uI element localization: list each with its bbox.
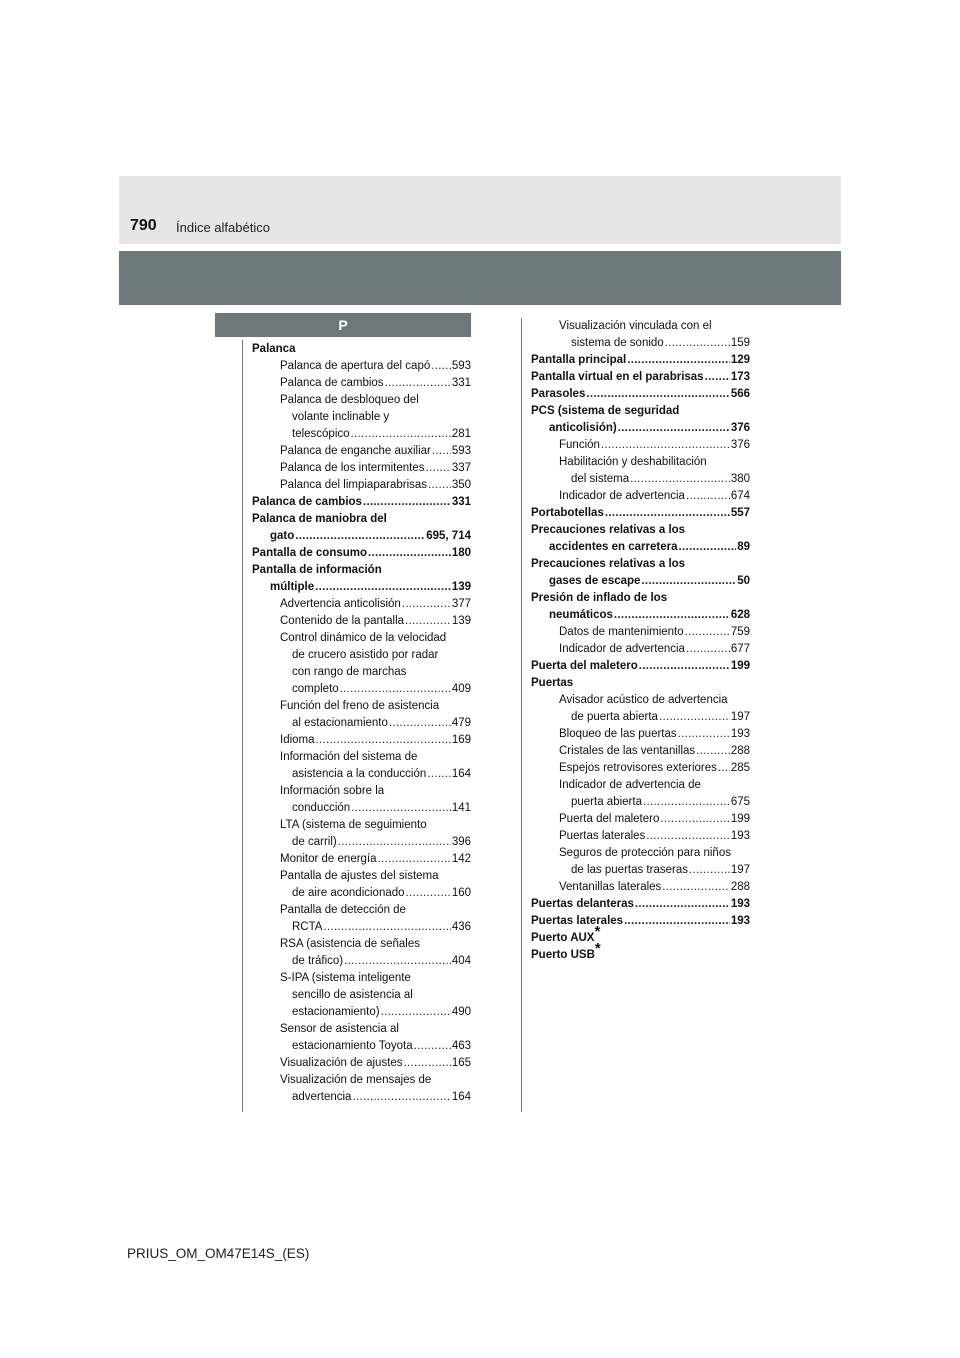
- dot-leader: [635, 896, 730, 913]
- index-entry: [531, 658, 750, 675]
- index-entry-page: 193: [730, 830, 750, 842]
- index-entry-page: 677: [730, 643, 750, 655]
- index-entry: [252, 919, 471, 936]
- index-entry: [252, 1072, 471, 1089]
- index-entry-term: puerta abierta: [571, 796, 642, 808]
- index-entry-page: 288: [730, 745, 750, 757]
- index-entry-term: asistencia a la conducción: [292, 768, 427, 780]
- dark-band: [119, 251, 841, 305]
- index-entry-term: Puertas laterales: [559, 830, 646, 842]
- index-entry-page: 193: [730, 898, 750, 910]
- index-entry-term: Visualización de ajustes: [280, 1057, 403, 1069]
- index-entry-term: Palanca de cambios: [252, 496, 362, 508]
- index-entry: [252, 596, 471, 613]
- index-entry-page: 377: [451, 598, 471, 610]
- index-entry-page: 173: [730, 371, 750, 383]
- index-entry: [531, 590, 750, 607]
- index-entry-term: Precauciones relativas a los: [531, 558, 686, 570]
- dot-leader: [586, 386, 729, 403]
- index-entry-page: 593: [451, 445, 471, 457]
- index-entry-term: de aire acondicionado: [292, 887, 405, 899]
- index-entry-term: gato: [270, 530, 295, 542]
- dot-leader: [662, 879, 730, 896]
- index-letter-heading: [215, 313, 471, 337]
- index-entry-term: Advertencia anticolisión: [280, 598, 401, 610]
- index-entry: [531, 454, 750, 471]
- index-entry: [252, 562, 471, 579]
- index-entry: [252, 783, 471, 800]
- index-entry-term: Indicador de advertencia: [559, 643, 685, 655]
- index-entry-term: Sensor de asistencia al: [280, 1023, 399, 1035]
- index-entry-term: accidentes en carretera: [549, 541, 678, 553]
- dot-leader: [402, 596, 451, 613]
- index-entry: [531, 777, 750, 794]
- index-entry-term: Palanca del limpiaparabrisas: [280, 479, 428, 491]
- index-entry: [531, 845, 750, 862]
- index-entry: [252, 885, 471, 902]
- index-entry: [531, 505, 750, 522]
- index-entry-term: Parasoles: [531, 388, 586, 400]
- index-entry: [252, 1055, 471, 1072]
- index-entry: [252, 1004, 471, 1021]
- index-entry-page: 160: [451, 887, 471, 899]
- index-entry: [252, 970, 471, 987]
- index-entry-term: LTA (sistema de seguimiento: [280, 819, 427, 831]
- index-entry-term: Palanca de los intermitentes: [280, 462, 425, 474]
- index-entry-page: 199: [730, 660, 750, 672]
- dot-leader: [427, 766, 451, 783]
- index-entry: [252, 953, 471, 970]
- index-entry-page: 164: [451, 1091, 471, 1103]
- index-entry-page: 164: [451, 768, 471, 780]
- index-entry-term: sistema de sonido: [571, 337, 664, 349]
- dot-leader: [627, 352, 730, 369]
- dot-leader: [425, 460, 450, 477]
- dot-leader: [406, 885, 451, 902]
- index-column-left: [252, 341, 471, 1106]
- index-entry-term: RCTA: [292, 921, 323, 933]
- dot-leader: [643, 794, 730, 811]
- dot-leader: [432, 443, 451, 460]
- index-entry: [531, 675, 750, 692]
- index-entry: [531, 607, 750, 624]
- dot-leader: [378, 851, 451, 868]
- index-entry-term: Palanca de apertura del capó: [280, 360, 431, 372]
- index-entry-term: Monitor de energía: [280, 853, 377, 865]
- index-entry: [531, 488, 750, 505]
- index-entry-page: 165: [451, 1057, 471, 1069]
- index-entry-page: 197: [730, 864, 750, 876]
- index-entry-term: Visualización vinculada con el: [559, 320, 712, 332]
- index-entry: [252, 375, 471, 392]
- index-entry-term: Indicador de advertencia de: [559, 779, 701, 791]
- index-entry-term: de carril): [292, 836, 337, 848]
- dot-leader: [431, 358, 451, 375]
- index-entry-term: Información del sistema de: [280, 751, 418, 763]
- footnote-marker: *: [594, 923, 601, 941]
- index-entry-term: Puertas delanteras: [531, 898, 634, 910]
- index-entry-term: telescópico: [292, 428, 350, 440]
- index-entry: [531, 743, 750, 760]
- index-entry-page: 490: [451, 1006, 471, 1018]
- index-entry: [531, 573, 750, 590]
- index-column-right: [531, 318, 750, 964]
- index-entry: [252, 341, 471, 358]
- index-entry: [252, 902, 471, 919]
- index-entry-page: 628: [730, 609, 750, 621]
- index-entry: [531, 624, 750, 641]
- index-entry: [531, 369, 750, 386]
- index-entry: [531, 692, 750, 709]
- index-entry-page: 281: [451, 428, 471, 440]
- index-entry: [252, 477, 471, 494]
- dot-leader: [601, 437, 730, 454]
- index-entry-term: estacionamiento Toyota: [292, 1040, 413, 1052]
- index-entry-page: 288: [730, 881, 750, 893]
- dot-leader: [428, 477, 451, 494]
- dot-leader: [405, 613, 451, 630]
- dot-leader: [605, 505, 730, 522]
- index-entry-term: con rango de marchas: [292, 666, 407, 678]
- dot-leader: [630, 471, 730, 488]
- section-title: Índice alfabético: [176, 220, 270, 235]
- index-entry-term: Pantalla virtual en el parabrisas: [531, 371, 704, 383]
- index-entry: [531, 940, 750, 964]
- index-entry-term: Puerta del maletero: [531, 660, 638, 672]
- index-entry-term: Palanca de desbloqueo del: [280, 394, 419, 406]
- index-entry: [252, 698, 471, 715]
- index-entry-page: 331: [451, 377, 471, 389]
- index-entry: [531, 556, 750, 573]
- index-entry: [531, 352, 750, 369]
- dot-leader: [618, 420, 730, 437]
- index-entry-term: RSA (asistencia de señales: [280, 938, 420, 950]
- index-entry: [252, 358, 471, 375]
- dot-leader: [352, 1089, 450, 1106]
- index-entry-term: gases de escape: [549, 575, 641, 587]
- index-entry: [252, 630, 471, 647]
- index-entry-page: 436: [451, 921, 471, 933]
- index-entry-page: 380: [730, 473, 750, 485]
- index-entry-page: 197: [730, 711, 750, 723]
- document-code: PRIUS_OM_OM47E14S_(ES): [127, 1246, 310, 1261]
- dot-leader: [315, 579, 451, 596]
- index-letter: P: [338, 317, 348, 333]
- index-entry: [252, 613, 471, 630]
- index-entry-page: 404: [451, 955, 471, 967]
- dot-leader: [639, 658, 730, 675]
- index-entry-term: Pantalla principal: [531, 354, 627, 366]
- footnote-marker: *: [594, 940, 601, 958]
- index-entry-page: 159: [730, 337, 750, 349]
- index-entry-page: 396: [451, 836, 471, 848]
- index-entry-term: Ventanillas laterales: [559, 881, 662, 893]
- index-entry-term: Precauciones relativas a los: [531, 524, 686, 536]
- index-entry: [531, 923, 750, 947]
- dot-leader: [646, 828, 730, 845]
- index-entry-page: 674: [730, 490, 750, 502]
- index-entry-term: Idioma: [280, 734, 315, 746]
- index-entry-term: advertencia: [292, 1091, 352, 1103]
- index-entry-term: Pantalla de consumo: [252, 547, 368, 559]
- index-entry: [531, 335, 750, 352]
- index-entry: [252, 647, 471, 664]
- dot-leader: [660, 811, 729, 828]
- index-entry-term: Espejos retrovisores exteriores: [559, 762, 717, 774]
- index-entry-page: 566: [730, 388, 750, 400]
- index-entry-page: 129: [730, 354, 750, 366]
- dot-leader: [718, 760, 730, 777]
- index-entry-term: conducción: [292, 802, 351, 814]
- index-entry: [252, 817, 471, 834]
- index-entry-term: Visualización de mensajes de: [280, 1074, 432, 1086]
- index-entry-term: Puerto USB: [531, 949, 595, 961]
- left-column-rule: [242, 340, 243, 1112]
- index-entry-term: Habilitación y deshabilitación: [559, 456, 707, 468]
- index-entry: [531, 437, 750, 454]
- index-entry-page: 89: [737, 541, 750, 553]
- right-column-rule: [521, 318, 522, 1112]
- index-entry-term: Palanca de cambios: [280, 377, 384, 389]
- index-entry-page: 193: [730, 728, 750, 740]
- dot-leader: [686, 488, 730, 505]
- index-entry: [531, 471, 750, 488]
- index-entry-page: 331: [451, 496, 471, 508]
- dot-leader: [678, 726, 730, 743]
- index-entry-term: de crucero asistido por radar: [292, 649, 439, 661]
- index-entry-term: Control dinámico de la velocidad: [280, 632, 447, 644]
- dot-leader: [351, 800, 451, 817]
- index-entry-page: 759: [730, 626, 750, 638]
- dot-leader: [323, 919, 450, 936]
- index-entry: [252, 800, 471, 817]
- index-entry-page: 479: [451, 717, 471, 729]
- index-entry-page: 557: [730, 507, 750, 519]
- dot-leader: [389, 715, 451, 732]
- dot-leader: [679, 539, 737, 556]
- index-entry: [252, 1021, 471, 1038]
- dot-leader: [381, 1004, 451, 1021]
- index-entry-term: Pantalla de ajustes del sistema: [280, 870, 439, 882]
- index-entry-page: 199: [730, 813, 750, 825]
- index-entry-term: volante inclinable y: [292, 411, 390, 423]
- index-entry-term: de puerta abierta: [571, 711, 658, 723]
- index-entry-term: de las puertas traseras: [571, 864, 688, 876]
- index-entry: [252, 936, 471, 953]
- index-entry-term: Puertas laterales: [531, 915, 624, 927]
- index-entry-page: 142: [451, 853, 471, 865]
- index-entry: [531, 709, 750, 726]
- index-entry-term: Palanca de enganche auxiliar: [280, 445, 431, 457]
- index-entry-page: 593: [451, 360, 471, 372]
- index-entry-term: PCS (sistema de seguridad: [531, 405, 680, 417]
- index-entry-page: 180: [451, 547, 471, 559]
- index-entry-term: Seguros de protección para niños: [559, 847, 731, 859]
- dot-leader: [316, 732, 451, 749]
- index-entry-term: Palanca de maniobra del: [252, 513, 387, 525]
- index-entry-term: Presión de inflado de los: [531, 592, 668, 604]
- index-entry-term: Indicador de advertencia: [559, 490, 685, 502]
- index-entry-term: Puertas: [531, 677, 574, 689]
- index-entry: [252, 851, 471, 868]
- index-entry-term: Puerto AUX: [531, 932, 595, 944]
- dot-leader: [385, 375, 451, 392]
- index-entry-term: Avisador acústico de advertencia: [559, 694, 728, 706]
- index-entry: [252, 409, 471, 426]
- index-entry: [252, 834, 471, 851]
- index-entry: [531, 811, 750, 828]
- dot-leader: [414, 1038, 451, 1055]
- dot-leader: [340, 681, 451, 698]
- index-entry: [252, 732, 471, 749]
- index-entry: [252, 715, 471, 732]
- index-entry: [252, 987, 471, 1004]
- index-entry-term: estacionamiento): [292, 1006, 380, 1018]
- index-entry-term: Función: [559, 439, 600, 451]
- index-entry: [531, 403, 750, 420]
- page-number: 790: [130, 217, 157, 234]
- index-entry-page: 169: [451, 734, 471, 746]
- index-entry: [531, 318, 750, 335]
- index-entry-term: Función del freno de asistencia: [280, 700, 440, 712]
- index-entry: [252, 528, 471, 545]
- index-entry: [531, 522, 750, 539]
- index-entry-term: Puerta del maletero: [559, 813, 660, 825]
- index-entry: [531, 641, 750, 658]
- index-entry: [252, 664, 471, 681]
- dot-leader: [659, 709, 730, 726]
- index-entry-page: 141: [451, 802, 471, 814]
- index-entry-page: 139: [451, 615, 471, 627]
- index-entry: [252, 545, 471, 562]
- index-entry: [252, 681, 471, 698]
- dot-leader: [295, 528, 425, 545]
- index-entry-term: Datos de mantenimiento: [559, 626, 684, 638]
- index-entry-page: 139: [451, 581, 471, 593]
- index-entry: [252, 766, 471, 783]
- index-entry: [531, 386, 750, 403]
- index-entry: [531, 879, 750, 896]
- index-entry-page: 337: [451, 462, 471, 474]
- index-entry-page: 463: [451, 1040, 471, 1052]
- index-entry-page: 675: [730, 796, 750, 808]
- index-entry: [531, 828, 750, 845]
- index-entry: [252, 494, 471, 511]
- dot-leader: [689, 862, 730, 879]
- index-entry: [252, 392, 471, 409]
- dot-leader: [614, 607, 730, 624]
- index-entry-term: Cristales de las ventanillas: [559, 745, 696, 757]
- dot-leader: [338, 834, 451, 851]
- index-entry-page: 193: [730, 915, 750, 927]
- dot-leader: [685, 624, 730, 641]
- index-entry: [252, 1038, 471, 1055]
- index-entry-term: múltiple: [270, 581, 315, 593]
- dot-leader: [624, 913, 730, 930]
- index-entry-term: del sistema: [571, 473, 630, 485]
- index-entry: [252, 579, 471, 596]
- index-entry-page: 695, 714: [426, 530, 471, 542]
- dot-leader: [404, 1055, 451, 1072]
- index-entry-term: Pantalla de detección de: [280, 904, 406, 916]
- dot-leader: [351, 426, 451, 443]
- index-entry: [252, 1089, 471, 1106]
- index-entry-term: completo: [292, 683, 339, 695]
- index-entry-term: Palanca: [252, 343, 296, 355]
- index-entry-page: 376: [730, 439, 750, 451]
- index-entry-page: 350: [451, 479, 471, 491]
- index-entry-term: neumáticos: [549, 609, 613, 621]
- index-entry-term: anticolisión): [549, 422, 617, 434]
- dot-leader: [696, 743, 730, 760]
- index-entry-page: 409: [451, 683, 471, 695]
- index-entry: [252, 868, 471, 885]
- dot-leader: [686, 641, 730, 658]
- index-entry-page: 50: [737, 575, 750, 587]
- dot-leader: [705, 369, 730, 386]
- dot-leader: [665, 335, 730, 352]
- index-entry: [531, 862, 750, 879]
- dot-leader: [368, 545, 451, 562]
- index-entry-page: 285: [730, 762, 750, 774]
- dot-leader: [363, 494, 451, 511]
- index-entry-term: sencillo de asistencia al: [292, 989, 413, 1001]
- index-entry-term: Información sobre la: [280, 785, 385, 797]
- index-entry: [252, 749, 471, 766]
- index-entry-term: de tráfico): [292, 955, 344, 967]
- index-entry-term: Pantalla de información: [252, 564, 382, 576]
- index-entry-page: 376: [730, 422, 750, 434]
- index-entry: [531, 539, 750, 556]
- index-entry: [252, 426, 471, 443]
- index-entry: [531, 794, 750, 811]
- index-entry-term: Portabotellas: [531, 507, 604, 519]
- index-entry: [531, 896, 750, 913]
- index-entry-term: Bloqueo de las puertas: [559, 728, 677, 740]
- dot-leader: [344, 953, 451, 970]
- index-entry: [531, 420, 750, 437]
- dot-leader: [641, 573, 736, 590]
- index-entry: [252, 443, 471, 460]
- index-entry: [252, 511, 471, 528]
- index-entry: [252, 460, 471, 477]
- index-entry: [531, 760, 750, 777]
- index-entry-term: Contenido de la pantalla: [280, 615, 405, 627]
- index-entry-term: S-IPA (sistema inteligente: [280, 972, 411, 984]
- index-entry-term: al estacionamiento: [292, 717, 388, 729]
- index-entry: [531, 726, 750, 743]
- index-entry: [531, 913, 750, 930]
